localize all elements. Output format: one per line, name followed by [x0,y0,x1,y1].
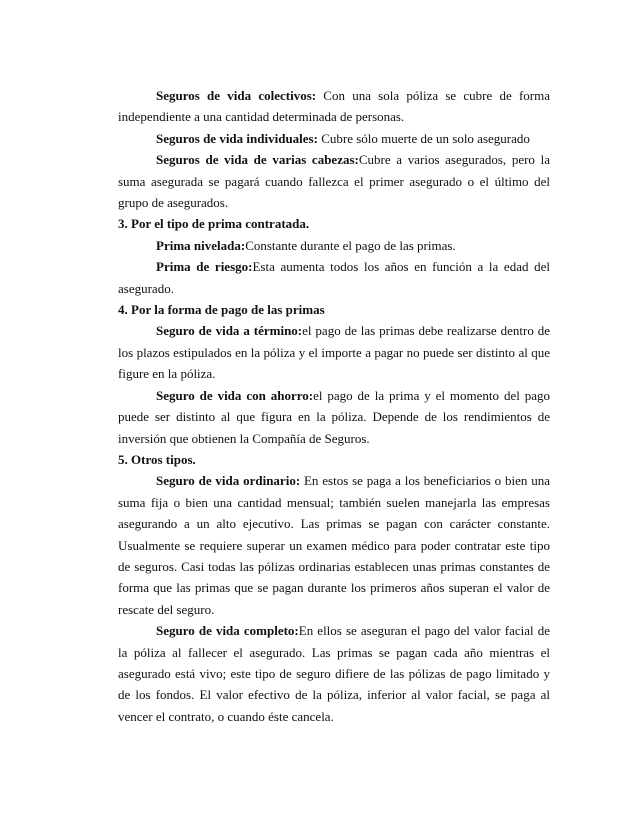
term-vida-ordinario: Seguro de vida ordinario: [156,473,301,489]
paragraph-prima-riesgo [118,256,550,299]
term-vida-completo: Seguro de vida completo: [156,623,299,639]
term-prima-riesgo: Prima de riesgo: [156,259,253,275]
text-vida-ordinario: En estos se paga a los beneficiarios o bien una suma fija o bien una cantidad mensual; también suelen manejarla las empresas asegurando a un alto ejecutivo. Las primas se pagan con carácter constante. Usualmente se requiere superar un examen médico para poder contratar este tipo de seguros. Casi todas las pólizas ordinarias establecen unas primas constantes de forma que las primas que se pagan durante los primeros años superan el valor de rescate del seguro. [118,473,550,617]
text-prima-nivelada: Constante durante el pago de las primas. [245,237,456,253]
paragraph-seguros-varias-cabezas [118,149,550,213]
section-heading-forma-pago: 4. Por la forma de pago de las primas [118,302,325,318]
paragraph-seguros-individuales [118,128,550,149]
text-vida-con-ahorro: el pago de la prima y el momento del pago puede ser distinto al que figura en la póliza. Depende de los rendimientos de inversión que obtienen la Compañía de Seguros. [118,387,550,446]
term-vida-a-termino: Seguro de vida a término: [156,323,303,339]
section-heading-otros-tipos: 5. Otros tipos. [118,451,196,467]
paragraph-vida-con-ahorro [118,385,550,449]
term-seguros-colectivos: Seguros de vida colectivos: [156,88,317,103]
term-vida-con-ahorro: Seguro de vida con ahorro: [156,387,314,403]
paragraph-seguros-colectivos [118,85,550,128]
document-page [118,85,550,727]
term-prima-nivelada: Prima nivelada: [156,237,246,253]
paragraph-vida-ordinario [118,470,550,620]
text-prima-riesgo: Esta aumenta todos los años en función a la edad del asegurado. [118,259,550,296]
term-seguros-individuales: Seguros de vida individuales: [156,130,318,146]
paragraph-vida-a-termino [118,320,550,384]
text-vida-completo: En ellos se aseguran el pago del valor facial de la póliza al fallecer el asegurado. Las primas se pagan cada año mientras el asegurado está vivo; este tipo de seguro difiere de las pólizas de pago limitado y de los fondos. El valor efectivo de la póliza, inferior al valor facial, se paga al vencer el contrato, o cuando éste cancela. [118,623,550,724]
section-heading-tipo-prima: 3. Por el tipo de prima contratada. [118,216,310,232]
paragraph-prima-nivelada [118,235,550,256]
paragraph-vida-completo [118,620,550,727]
term-seguros-varias-cabezas: Seguros de vida de varias cabezas: [156,152,359,168]
text-vida-a-termino: el pago de las primas debe realizarse dentro de los plazos estipulados en la póliza y el importe a pagar no puede ser distinto al que figure en la póliza. [118,323,550,382]
text-seguros-individuales: Cubre sólo muerte de un solo asegurado [317,130,530,146]
text-seguros-colectivos: Con una sola póliza se cubre de forma independiente a una cantidad determinada de personas. [118,88,550,125]
text-seguros-varias-cabezas: Cubre a varios asegurados, pero la suma asegurada se pagará cuando fallezca el primer asegurado o el último del grupo de asegurados. [118,152,550,211]
